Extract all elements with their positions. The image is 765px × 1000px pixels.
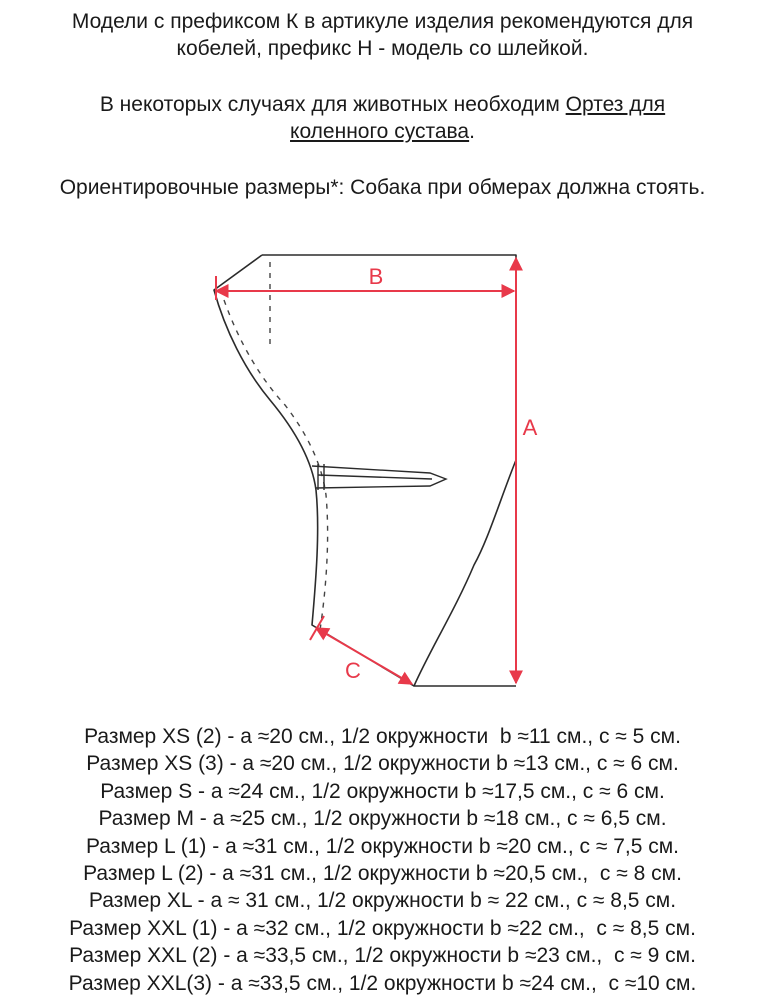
brace-outline [214,255,516,686]
dimension-c-line [316,628,412,684]
size-row-xl: Размер XL - a ≈ 31 см., 1/2 окружности b ≈ 22 см., c ≈ 8,5 см. [88,889,677,913]
size-list [0,723,765,997]
intro-paragraph-sizes-note: Ориентировочные размеры*: Собака при обмерах должна стоять. [59,176,706,199]
dimension-label-c: C [345,658,361,683]
intro-prefix-line-1: Модели с префиксом К в артикуле изделия рекомендуются для [71,10,694,33]
knee-brace-diagram [0,230,765,700]
size-row-s: Размер S - a ≈24 см., 1/2 окружности b ≈17,5 см., c ≈ 6 см. [100,779,665,803]
brace-strap [312,464,446,490]
size-row-xxl-3: Размер XXL(3) - a ≈33,5 см., 1/2 окружности b ≈24 см., c ≈10 см. [68,971,697,995]
dimension-lines [216,258,516,684]
stitch-line-curve [224,300,328,630]
size-row-l-1: Размер L (1) - a ≈31 см., 1/2 окружности b ≈20 см., c ≈ 7,5 см. [86,834,679,858]
intro-orthosis-line-1 [0,91,765,118]
intro-orthosis-period: . [469,120,475,143]
size-row-xs-3: Размер XS (3) - a ≈20 см., 1/2 окружности b ≈13 см., c ≈ 6 см. [86,752,679,776]
strap-inner-line [318,475,432,479]
size-row-xxl-2: Размер XXL (2) - a ≈33,5 см., 1/2 окружности b ≈23 см., c ≈ 9 см. [69,944,696,968]
intro-paragraph-prefix [0,8,765,62]
intro-paragraph-orthosis [0,91,765,145]
intro-prefix-line-2: кобелей, префикс Н - модель со шлейкой. [176,37,589,60]
size-row-xxl-1: Размер XXL (1) - a ≈32 см., 1/2 окружности b ≈22 см., c ≈ 8,5 см. [69,916,696,940]
orthosis-link-part-2[interactable]: коленного сустава [290,120,470,143]
brace-stitch-lines [224,262,328,630]
size-row-xs-2: Размер XS (2) - a ≈20 см., 1/2 окружности b ≈11 см., c ≈ 5 см. [84,725,681,748]
size-row-l-2: Размер L (2) - a ≈31 см., 1/2 окружности b ≈20,5 см., c ≈ 8 см. [83,862,682,886]
dimension-label-b: B [368,264,384,289]
intro-orthosis-line-2 [0,118,765,145]
strap-buckle [318,464,324,490]
intro-orthosis-text: В некоторых случаях для животных необходим [99,93,566,116]
dimension-label-a: A [522,415,538,440]
orthosis-link-part-1[interactable]: Ортез для [565,93,666,116]
size-row-m: Размер M - a ≈25 см., 1/2 окружности b ≈18 см., c ≈ 6,5 см. [98,807,667,831]
